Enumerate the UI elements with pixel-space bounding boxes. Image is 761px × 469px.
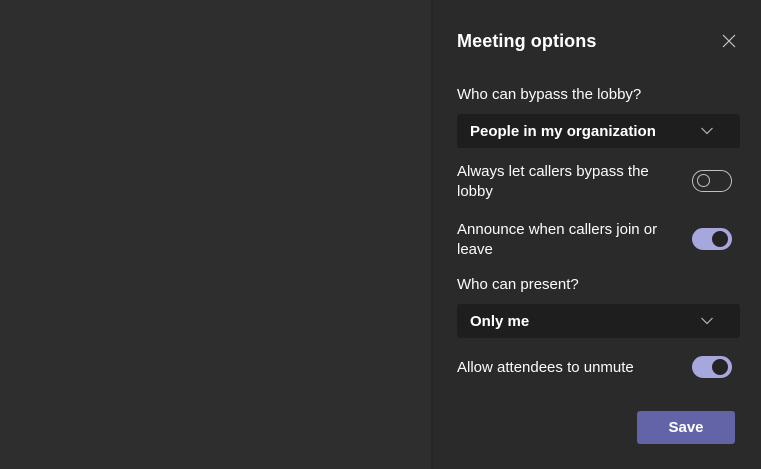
panel-title: Meeting options (457, 31, 597, 51)
chevron-down-icon (700, 317, 714, 326)
toggle-knob (712, 231, 728, 247)
announce-toggle[interactable] (692, 228, 732, 250)
callers-bypass-toggle[interactable] (692, 170, 732, 192)
who-can-present-dropdown-value: Only me (470, 312, 530, 330)
callers-bypass-label: Always let callers bypass the lobby (457, 163, 649, 200)
chevron-down-icon (700, 127, 714, 136)
allow-unmute-toggle[interactable] (692, 356, 732, 378)
who-can-present-label: Who can present? (457, 276, 579, 293)
toggle-knob (712, 359, 728, 375)
close-button[interactable] (717, 29, 741, 53)
lobby-bypass-dropdown-value: People in my organization (470, 122, 656, 140)
who-can-present-dropdown[interactable] (457, 304, 740, 338)
close-icon (722, 34, 736, 48)
save-button[interactable]: Save (637, 411, 735, 444)
meeting-options-panel (431, 0, 761, 469)
lobby-bypass-dropdown[interactable] (457, 114, 740, 148)
lobby-bypass-label: Who can bypass the lobby? (457, 86, 642, 103)
allow-unmute-label: Allow attendees to unmute (457, 359, 634, 376)
toggle-knob (697, 174, 710, 187)
announce-label: Announce when callers join or leave (457, 221, 658, 258)
